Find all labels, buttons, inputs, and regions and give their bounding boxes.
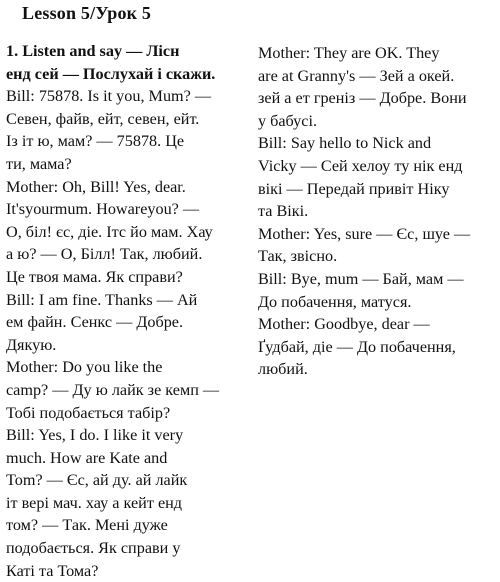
text-line: енд сей — Послухай і скажи. [6, 64, 216, 83]
left-text [6, 40, 246, 582]
text-line: том? — Так. Мені дуже [6, 516, 168, 535]
text-line: Ґудбай, діе — До побачення, [258, 337, 456, 356]
text-line: Bill: 75878. Is it you, Mum? — [6, 87, 212, 106]
text-line: Це твоя мама. Як справи? [6, 267, 183, 286]
text-line: вікі — Передай привіт Ніку [258, 179, 450, 198]
text-line: О, біл! єс, діе. Ітс йо мам. Хау [6, 222, 213, 241]
text-line: are at Granny's — Зей а окей. [258, 66, 455, 85]
text-line: До побачення, матуся. [258, 292, 412, 311]
text-line: ти, мама? [6, 154, 72, 173]
text-line: Mother: Yes, sure — Єс, шуе — [258, 224, 471, 243]
text-line: Mother: They are OK. They [258, 44, 440, 62]
text-line: ем файн. Сенкс — Добре. [6, 313, 184, 332]
text-line: Каті та Тома? [6, 561, 99, 580]
text-line: Tom? — Єс, ай ду. ай лайк [6, 471, 188, 490]
text-line: Севен, файв, ейт, севен, ейт. [6, 109, 200, 128]
right-text [258, 42, 496, 381]
text-line: Vicky — Сей хелоу ту нік енд [258, 156, 463, 175]
text-line: Mother: Do you like the [6, 358, 163, 377]
text-line: Mother: Goodbye, dear — [258, 315, 430, 334]
text-line: Bill: Yes, I do. I like it very [6, 426, 184, 445]
lesson-heading: Lesson 5/Урок 5 [22, 3, 152, 23]
text-line: Так, звісно. [258, 247, 338, 266]
text-line: much. How are Kate and [6, 448, 168, 467]
left-column [6, 40, 246, 582]
text-line: Bill: Bye, mum — Бай, мам — [258, 269, 464, 288]
text-line: любий. [258, 360, 308, 379]
text-line: Із іт ю, мам? — 75878. Це [6, 132, 185, 151]
text-line: іт вері мач. хау а кейт енд [6, 493, 183, 512]
text-line: Тобі подобається табір? [6, 403, 171, 422]
text-line: у бабусі. [258, 111, 318, 130]
right-column [258, 42, 496, 381]
text-line: 1. Listen and say — Лісн [6, 42, 180, 60]
text-line: та Вікі. [258, 202, 309, 221]
text-line: It'syourmum. Howareyou? — [6, 200, 200, 219]
text-line: camp? — Ду ю лайк зе кемп — [6, 380, 220, 399]
text-line: а ю? — О, Білл! Так, любий. [6, 245, 203, 264]
text-line: подобається. Як справи у [6, 539, 181, 558]
text-line: Дякую. [6, 335, 57, 354]
text-line: зей а ет греніз — Добре. Вони [258, 89, 467, 108]
text-line: Bill: I am fine. Thanks — Ай [6, 290, 198, 309]
text-line: Bill: Say hello to Nick and [258, 134, 432, 153]
text-line: Mother: Oh, Bill! Yes, dear. [6, 177, 186, 196]
